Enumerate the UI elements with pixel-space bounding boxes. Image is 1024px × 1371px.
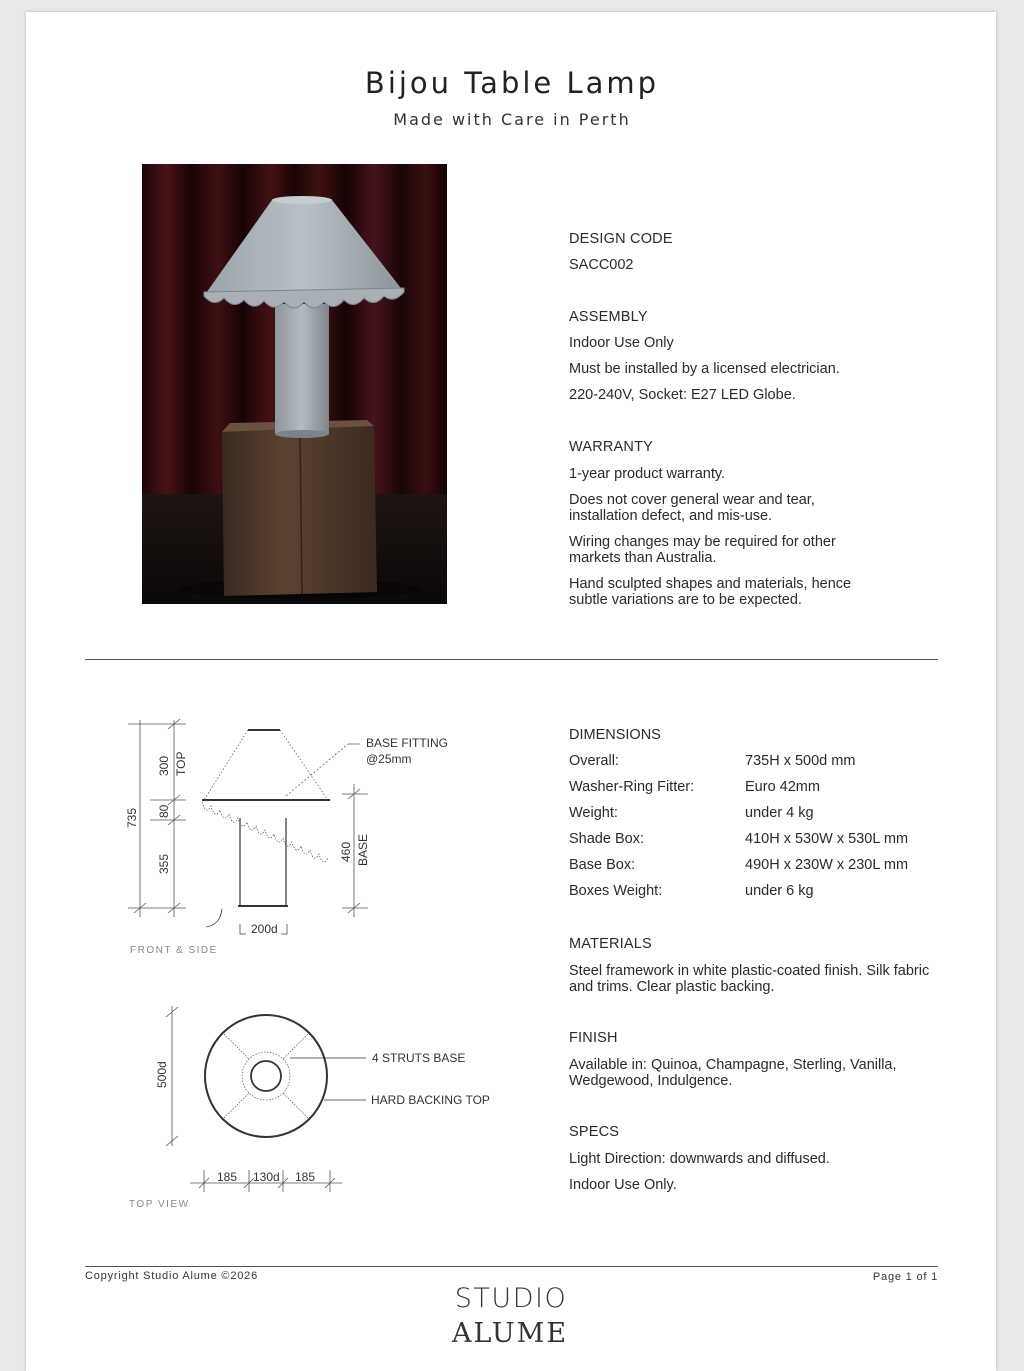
label-base: BASE — [356, 833, 370, 866]
dim-500d: 500d — [155, 1061, 169, 1088]
dimension-label: Shade Box: — [569, 831, 644, 847]
specs-line: Light Direction: downwards and diffused. — [569, 1151, 830, 1167]
callout-struts: 4 STRUTS BASE — [372, 1051, 466, 1065]
dimension-label: Overall: — [569, 753, 619, 769]
dim-460: 460 — [339, 841, 353, 862]
copyright-text: Copyright Studio Alume ©2026 — [85, 1270, 258, 1282]
specs-section — [569, 1124, 949, 1193]
page-subtitle: Made with Care in Perth — [393, 110, 631, 129]
dimension-value: 735H x 500d mm — [745, 753, 856, 769]
dim-300: 300 — [157, 755, 171, 776]
dimension-value: Euro 42mm — [745, 779, 820, 795]
dimension-value: under 4 kg — [745, 805, 814, 821]
dimension-value: under 6 kg — [745, 883, 814, 899]
front-side-drawing — [110, 712, 470, 962]
specs-line: Indoor Use Only. — [569, 1177, 677, 1193]
assembly-heading: ASSEMBLY — [569, 309, 648, 325]
dim-185-left: 185 — [217, 1170, 238, 1184]
top-view-drawing — [110, 1000, 490, 1200]
assembly-line: 220-240V, Socket: E27 LED Globe. — [569, 387, 796, 403]
design-code-heading: DESIGN CODE — [569, 231, 673, 247]
warranty-line: Wiring changes may be required for other markets than Australia. — [569, 534, 836, 566]
dimension-label: Base Box: — [569, 857, 636, 873]
section-divider — [85, 659, 938, 660]
warranty-heading: WARRANTY — [569, 439, 654, 455]
callout-backing: HARD BACKING TOP — [371, 1093, 490, 1107]
product-photo — [142, 164, 447, 604]
finish-section — [569, 1030, 909, 1089]
materials-text: Steel framework in white plastic-coated finish. Silk fabric and trims. Clear plastic backing. — [569, 963, 930, 995]
materials-section — [569, 936, 939, 995]
dim-80: 80 — [157, 804, 171, 818]
warranty-line: 1-year product warranty. — [569, 466, 726, 482]
page-number: Page 1 of 1 — [872, 1271, 938, 1283]
finish-heading: FINISH — [569, 1030, 618, 1046]
footer-divider — [85, 1266, 938, 1267]
dimension-label: Weight: — [569, 805, 618, 821]
warranty-section — [569, 439, 869, 608]
callout-fitting-size: @25mm — [366, 752, 412, 766]
top-view-caption: TOP VIEW — [129, 1199, 190, 1210]
label-top: TOP — [174, 751, 188, 776]
assembly-section — [569, 309, 949, 403]
dimension-value: 490H x 230W x 230L mm — [745, 857, 909, 873]
finish-text: Available in: Quinoa, Champagne, Sterling, Vanilla, Wedgewood, Indulgence. — [569, 1057, 897, 1089]
page-title: Bijou Table Lamp — [364, 66, 660, 100]
dim-130d: 130d — [253, 1170, 280, 1184]
warranty-line: Does not cover general wear and tear, installation defect, and mis-use. — [569, 492, 815, 524]
callout-base-fitting: BASE FITTING — [366, 736, 449, 750]
brand-logo-line2: ALUME — [451, 1318, 569, 1349]
brand-logo-line1: STUDIO — [454, 1283, 568, 1314]
dimension-label: Washer-Ring Fitter: — [569, 779, 695, 795]
dim-735: 735 — [125, 807, 139, 828]
dimension-value: 410H x 530W x 530L mm — [745, 831, 909, 847]
warranty-line: Hand sculpted shapes and materials, hence subtle variations are to be expected. — [569, 576, 852, 608]
dimensions-heading: DIMENSIONS — [569, 727, 661, 743]
dimension-label: Boxes Weight: — [569, 883, 663, 899]
dim-200d: 200d — [251, 922, 278, 936]
design-code-value: SACC002 — [569, 257, 634, 273]
assembly-line: Must be installed by a licensed electrician. — [569, 361, 840, 377]
dim-355: 355 — [157, 853, 171, 874]
materials-heading: MATERIALS — [569, 936, 652, 952]
front-side-caption: FRONT & SIDE — [130, 945, 218, 956]
design-code-section — [569, 231, 949, 273]
dim-185-right: 185 — [295, 1170, 316, 1184]
assembly-line: Indoor Use Only — [569, 335, 674, 351]
specs-heading: SPECS — [569, 1124, 620, 1140]
